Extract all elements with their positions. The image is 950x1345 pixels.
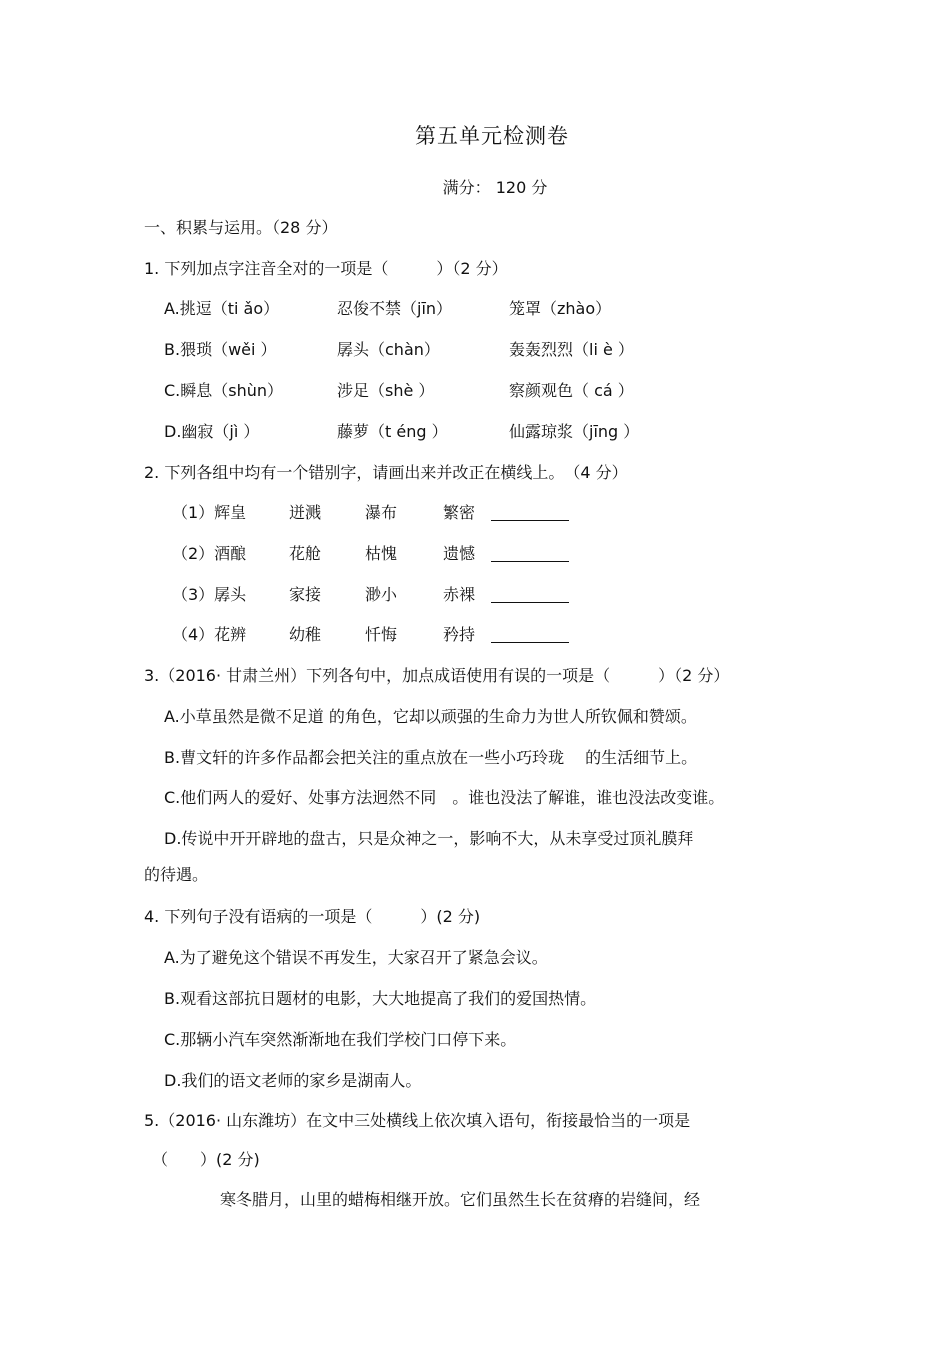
q2-r4-w4: 矜持 [443,625,476,644]
q1-a-1: A.挑逗（ti ǎo） [164,299,280,318]
q2-r3-w4: 赤裸 [443,585,476,604]
q2-r3-w3: 渺小 [365,585,398,604]
q2-r3-w2: 家接 [289,585,322,604]
q2-r2-w3: 枯愧 [365,544,398,563]
q2-stem: 2. 下列各组中均有一个错别字，请画出来并改正在横线上。 （4 分） [144,463,628,482]
q1-c-2: 涉足（shè ） [337,381,435,400]
q1-a-2: 忍俊不禁（jīn） [337,299,453,318]
q3-option-d: D.传说中开开辟地的盘古，只是众神之一，影响不大，从未享受过顶礼膜拜 [164,829,694,848]
q3-option-d-cont: 的待遇。 [144,865,209,884]
q1-d-1: D.幽寂（jì ） [164,422,260,441]
q2-r2-answer-blank[interactable] [491,543,569,562]
q1-c-1: C.瞬息（shùn） [164,381,284,400]
q1-stem: 1. 下列加点字注音全对的一项是（ ）（2 分） [144,259,508,278]
q2-r2-w2: 花舱 [289,544,322,563]
q2-r1-w2: 迸溅 [289,503,322,522]
q1-d-3: 仙露琼浆（jīng ） [509,422,640,441]
q2-r3-w1: （3）孱头 [172,585,247,604]
q1-a-3: 笼罩（zhào） [509,299,612,318]
q2-r2-w1: （2）酒酿 [172,544,247,563]
q3-option-a: A.小草虽然是微不足道 的角色，它却以顽强的生命力为世人所钦佩和赞颂。 [164,707,697,726]
q1-c-3: 察颜观色（ cá ） [509,381,634,400]
q5-score: （ ）(2 分) [152,1150,260,1169]
q5-stem: 5.（2016· 山东潍坊）在文中三处横线上依次填入语句，衔接最恰当的一项是 [144,1111,691,1130]
q1-b-3: 轰轰烈烈（li è ） [509,340,634,359]
q2-r1-w3: 瀑布 [365,503,398,522]
q1-d-2: 藤萝（t éng ） [337,422,448,441]
q2-r4-w1: （4）花辨 [172,625,247,644]
q4-option-b: B.观看这部抗日题材的电影，大大地提高了我们的爱国热情。 [164,989,597,1008]
q2-r2-w4: 遗憾 [443,544,476,563]
q2-r1-w1: （1）辉皇 [172,503,247,522]
q2-r1-answer-blank[interactable] [491,502,569,521]
total-score: 满分： 120 分 [442,178,548,197]
q4-option-a: A.为了避免这个错误不再发生，大家召开了紧急会议。 [164,948,548,967]
q2-r3-answer-blank[interactable] [491,584,569,603]
q5-passage: 寒冬腊月，山里的蜡梅相继开放。它们虽然生长在贫瘠的岩缝间，经 [220,1190,701,1209]
q1-b-2: 孱头（chàn） [337,340,440,359]
q3-stem: 3.（2016· 甘肃兰州）下列各句中，加点成语使用有误的一项是（ ）（2 分） [144,666,730,685]
q4-option-c: C.那辆小汽车突然渐渐地在我们学校门口停下来。 [164,1030,517,1049]
q2-r1-w4: 繁密 [443,503,476,522]
q3-option-c: C.他们两人的爱好、处事方法迥然不同 。谁也没法了解谁，谁也没法改变谁。 [164,788,725,807]
page-title: 第五单元检测卷 [415,124,569,148]
q4-stem: 4. 下列句子没有语病的一项是（ ）(2 分) [144,907,481,926]
q3-option-b: B.曹文轩的许多作品都会把关注的重点放在一些小巧玲珑 的生活细节上。 [164,748,698,767]
q4-option-d: D.我们的语文老师的家乡是湖南人。 [164,1071,422,1090]
q2-r4-answer-blank[interactable] [491,624,569,643]
q2-r4-w3: 忏悔 [365,625,398,644]
q2-r4-w2: 幼稚 [289,625,322,644]
section-heading: 一、积累与运用。（28 分） [144,218,338,237]
q1-b-1: B.猥琐（wěi ） [164,340,277,359]
